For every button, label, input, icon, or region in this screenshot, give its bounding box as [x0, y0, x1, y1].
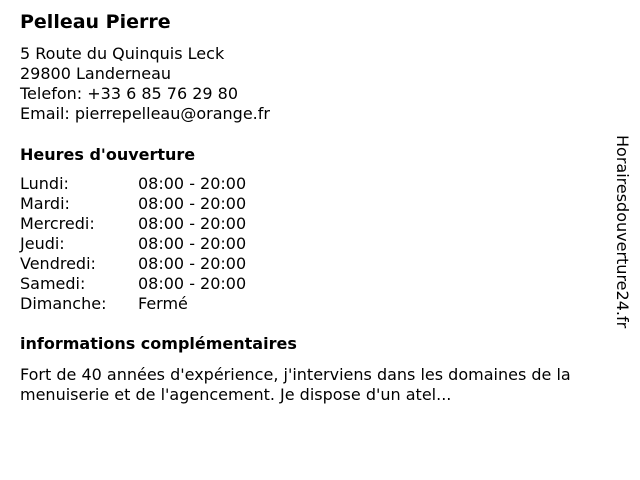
day-label: Vendredi: — [20, 254, 96, 273]
time-value: 08:00 - 20:00 — [138, 194, 247, 213]
time-value: 08:00 - 20:00 — [138, 274, 247, 293]
day-label: Lundi: — [20, 174, 69, 193]
time-value: 08:00 - 20:00 — [138, 174, 247, 193]
opening-hours-table — [20, 174, 246, 314]
time-value: 08:00 - 20:00 — [138, 214, 247, 233]
day-label: Mercredi: — [20, 214, 95, 233]
hours-row-tuesday — [20, 194, 246, 214]
hours-row-friday — [20, 254, 246, 274]
time-value: Fermé — [138, 294, 188, 313]
time-value: 08:00 - 20:00 — [138, 254, 247, 273]
email-line: Email: pierrepelleau@orange.fr — [20, 104, 270, 123]
hours-row-monday — [20, 174, 246, 194]
hours-row-saturday — [20, 274, 246, 294]
time-value: 08:00 - 20:00 — [138, 234, 247, 253]
additional-info-text: Fort de 40 années d'expérience, j'interviens dans les domaines de la menuiserie et de l'agencement. Je dispose d'un atel... — [20, 365, 571, 404]
day-label: Jeudi: — [20, 234, 65, 253]
day-label: Samedi: — [20, 274, 86, 293]
site-watermark: Horairesdouverture24.fr — [613, 135, 632, 329]
day-label: Dimanche: — [20, 294, 107, 313]
additional-info-heading: informations complémentaires — [20, 334, 297, 353]
address-line-street: 5 Route du Quinquis Leck — [20, 44, 225, 63]
hours-row-wednesday — [20, 214, 246, 234]
business-name: Pelleau Pierre — [20, 11, 171, 33]
day-label: Mardi: — [20, 194, 70, 213]
contact-block — [20, 44, 270, 124]
hours-row-sunday — [20, 294, 246, 314]
address-line-city: 29800 Landerneau — [20, 64, 172, 83]
phone-line: Telefon: +33 6 85 76 29 80 — [20, 84, 239, 103]
opening-hours-heading: Heures d'ouverture — [20, 145, 196, 164]
hours-row-thursday — [20, 234, 246, 254]
